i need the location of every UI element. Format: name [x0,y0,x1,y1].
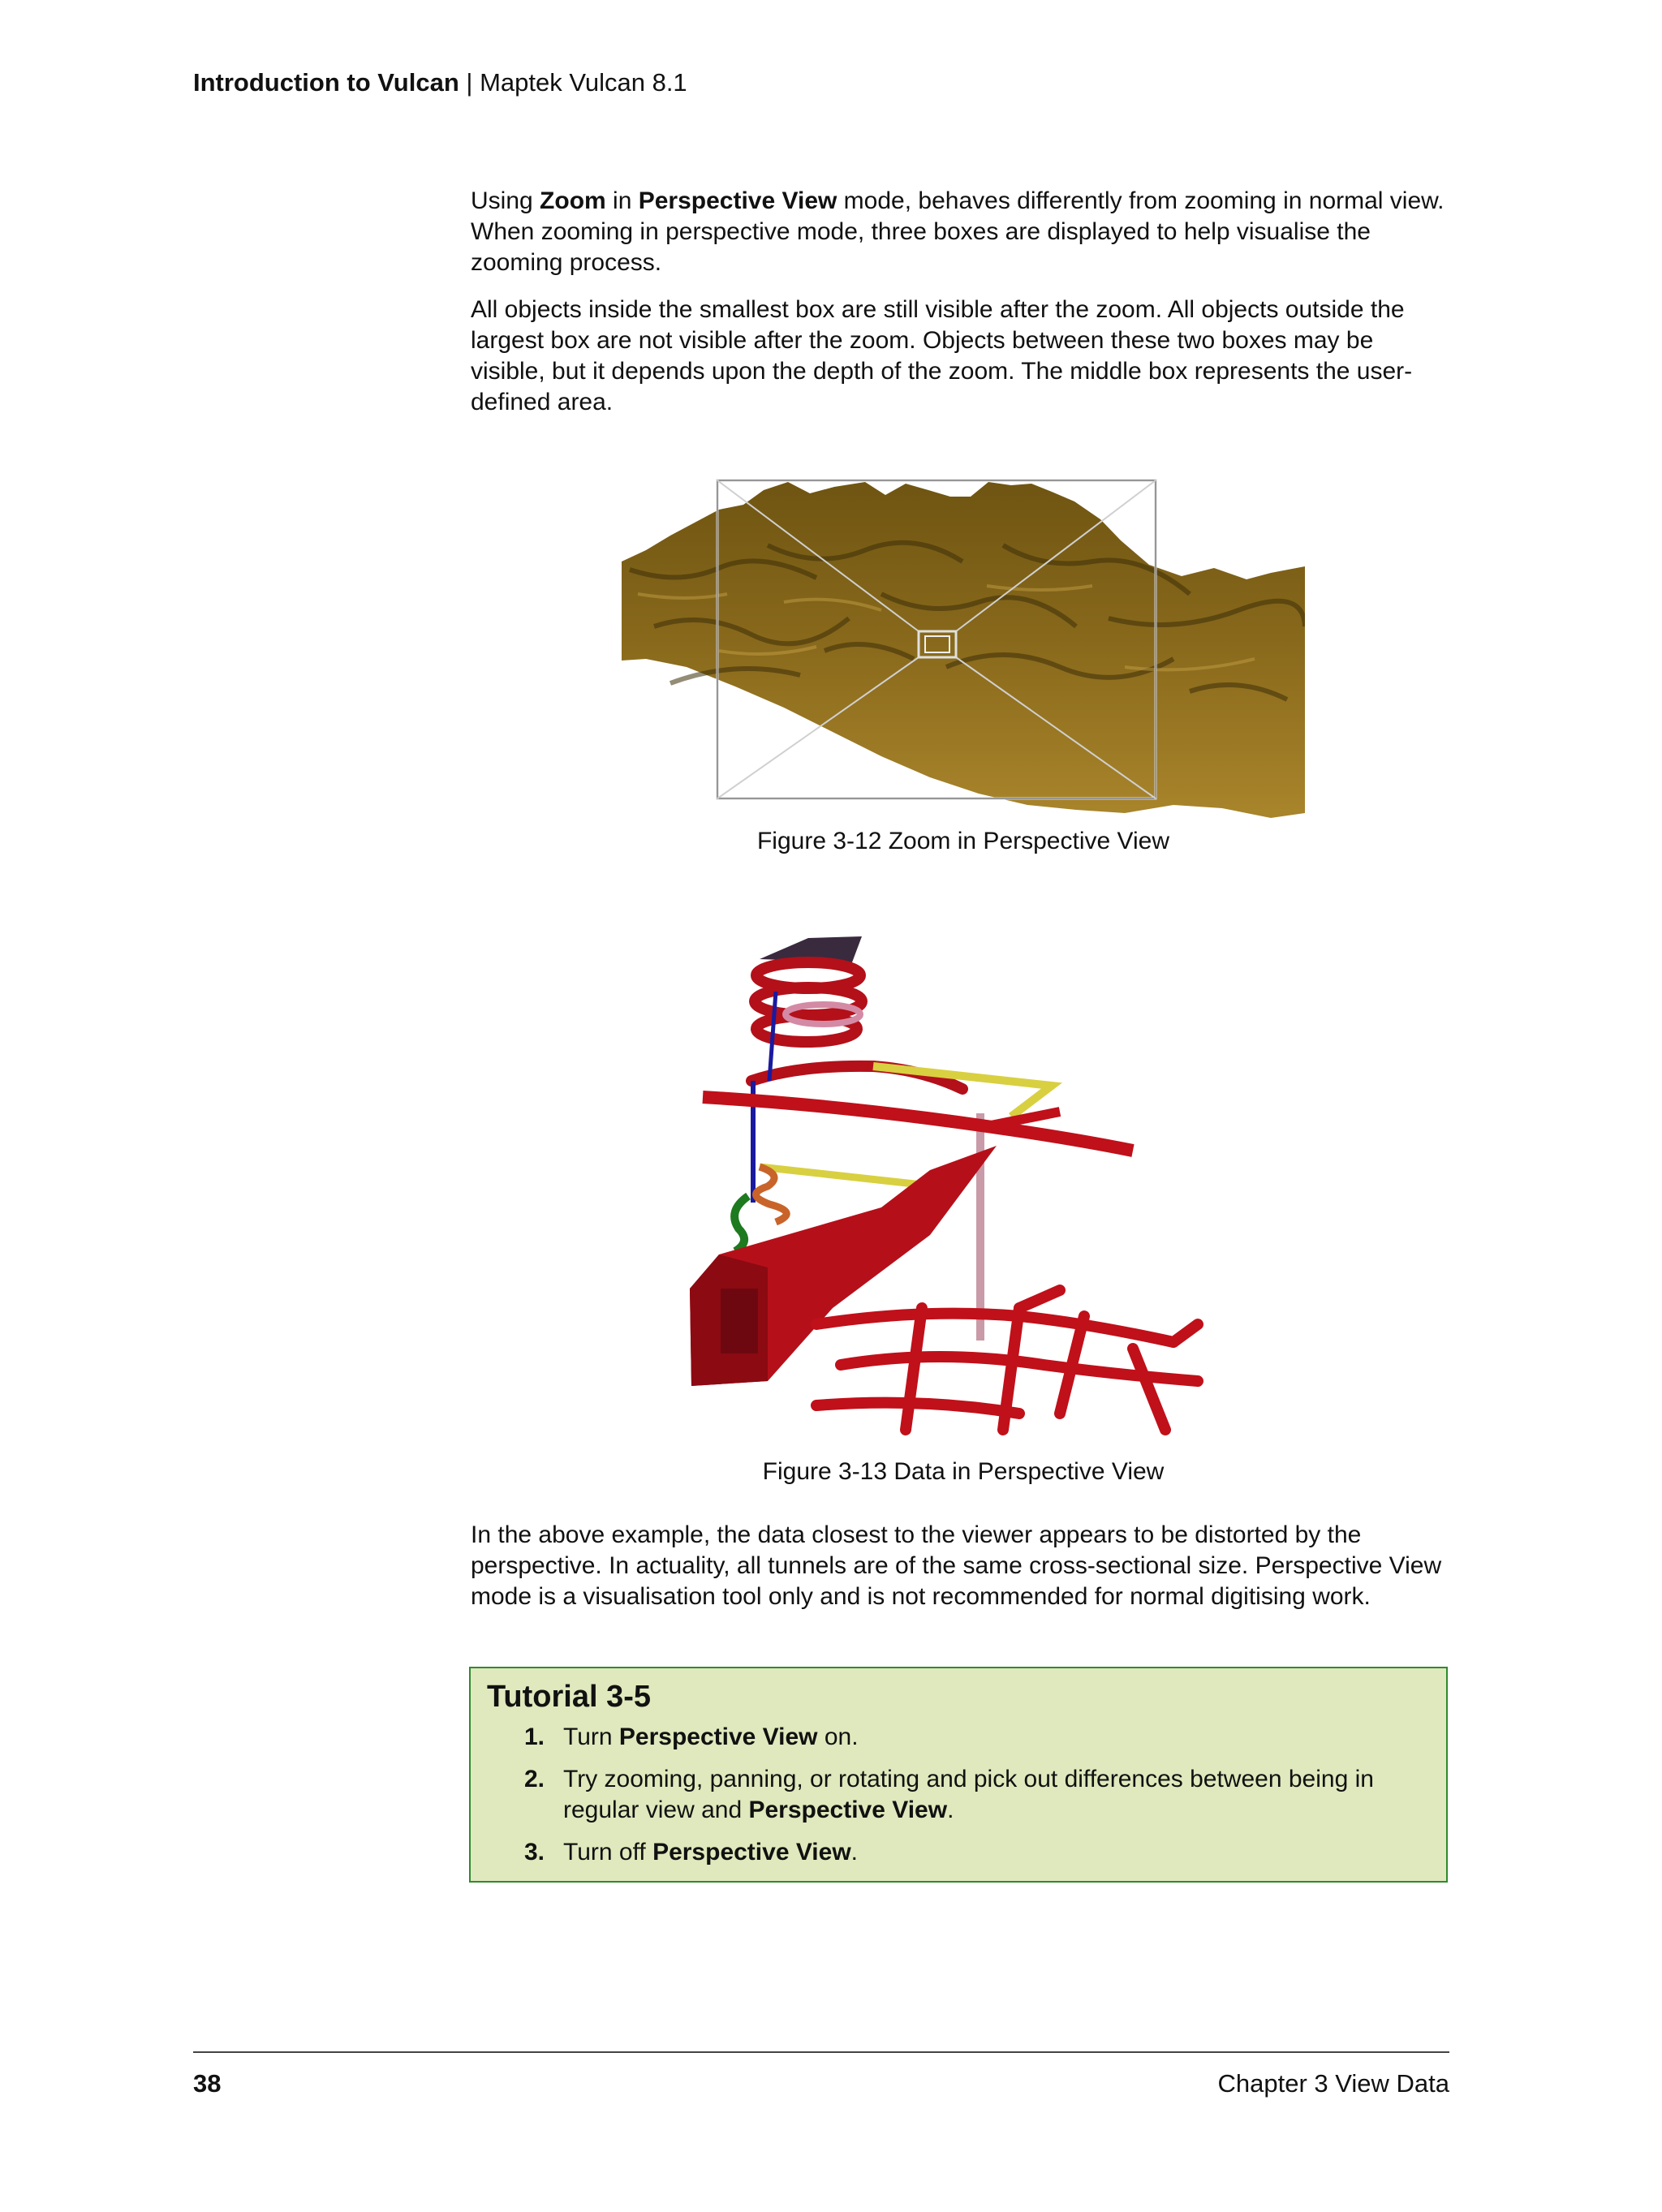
paragraph-distortion-note: In the above example, the data closest to the viewer appears to be distorted by the perspective. In actuality, all tunnels are of the same cross-sectional size. Perspective View mode is a visualisation tool only and is not recommended for normal digitising work. [471,1521,1442,1610]
header-product: Maptek Vulcan 8.1 [480,68,687,97]
figure-zoom-perspective-image [622,472,1305,821]
level-upper-drive [703,1097,1133,1151]
tunnel-illustration [678,927,1238,1440]
footer-divider [193,2051,1449,2053]
step-text-bold: Perspective View [618,1724,818,1750]
step-text-part: Turn [563,1724,619,1750]
step-text-bold: Perspective View [652,1839,851,1866]
step-text-part: . [947,1797,954,1823]
p1-bold-zoom: Zoom [540,187,606,214]
step-text-part: on. [817,1724,859,1750]
figure-caption-3-13: Figure 3-13 Data in Perspective View [762,1458,1165,1485]
step-text-part: Turn off [563,1839,653,1866]
step-number: 2. [524,1766,545,1792]
decline-portal [721,1289,758,1353]
tutorial-step [524,1764,1417,1826]
step-number: 1. [524,1724,545,1750]
ramp-orange [756,1167,786,1222]
figure-data-perspective-image [678,927,1238,1440]
p1-bold-perspective-view: Perspective View [638,187,837,214]
tutorial-step [524,1837,1417,1868]
step-text-bold: Perspective View [748,1797,948,1823]
tutorial-step [524,1722,1417,1753]
figure-caption-3-12: Figure 3-12 Zoom in Perspective View [756,828,1169,854]
ramp-green [734,1196,748,1251]
level-upper-branch [987,1112,1060,1126]
terrain-illustration [622,472,1305,821]
level-lower-network [816,1290,1198,1430]
step-text [563,1722,1417,1753]
step-number: 3. [524,1839,545,1866]
paragraph-zoom-intro [471,186,1453,278]
page-number: 38 [193,2069,222,2098]
step-text [563,1837,1417,1868]
tutorial-title: Tutorial 3-5 [487,1680,651,1714]
p1-text-2: in [605,187,639,214]
step-text-part: Try zooming, panning, or rotating and pick out differences between being in regular view and [563,1766,1374,1823]
step-text-part: . [850,1839,859,1866]
drive-yellow-lower [760,1167,922,1185]
p1-text-3: mode, behaves differently from zooming in normal view. When zooming in perspective mode, three boxes are displayed to help visualise the zooming process. [471,187,1445,276]
step-text [563,1764,1417,1826]
paragraph-boxes-explained: All objects inside the smallest box are still visible after the zoom. All objects outside the largest box are not visible after the zoom. Objects between these two boxes may be visible, but it depends upon the depth of the zoom. The middle box represents the user-defined area. [471,296,1413,415]
header-separator: | [459,68,480,97]
header-title: Introduction to Vulcan [193,68,459,97]
page-header [193,68,687,97]
tutorial-box [469,1667,1448,1883]
footer-chapter: Chapter 3 View Data [1217,2069,1449,2098]
p1-text-1: Using [471,187,540,214]
